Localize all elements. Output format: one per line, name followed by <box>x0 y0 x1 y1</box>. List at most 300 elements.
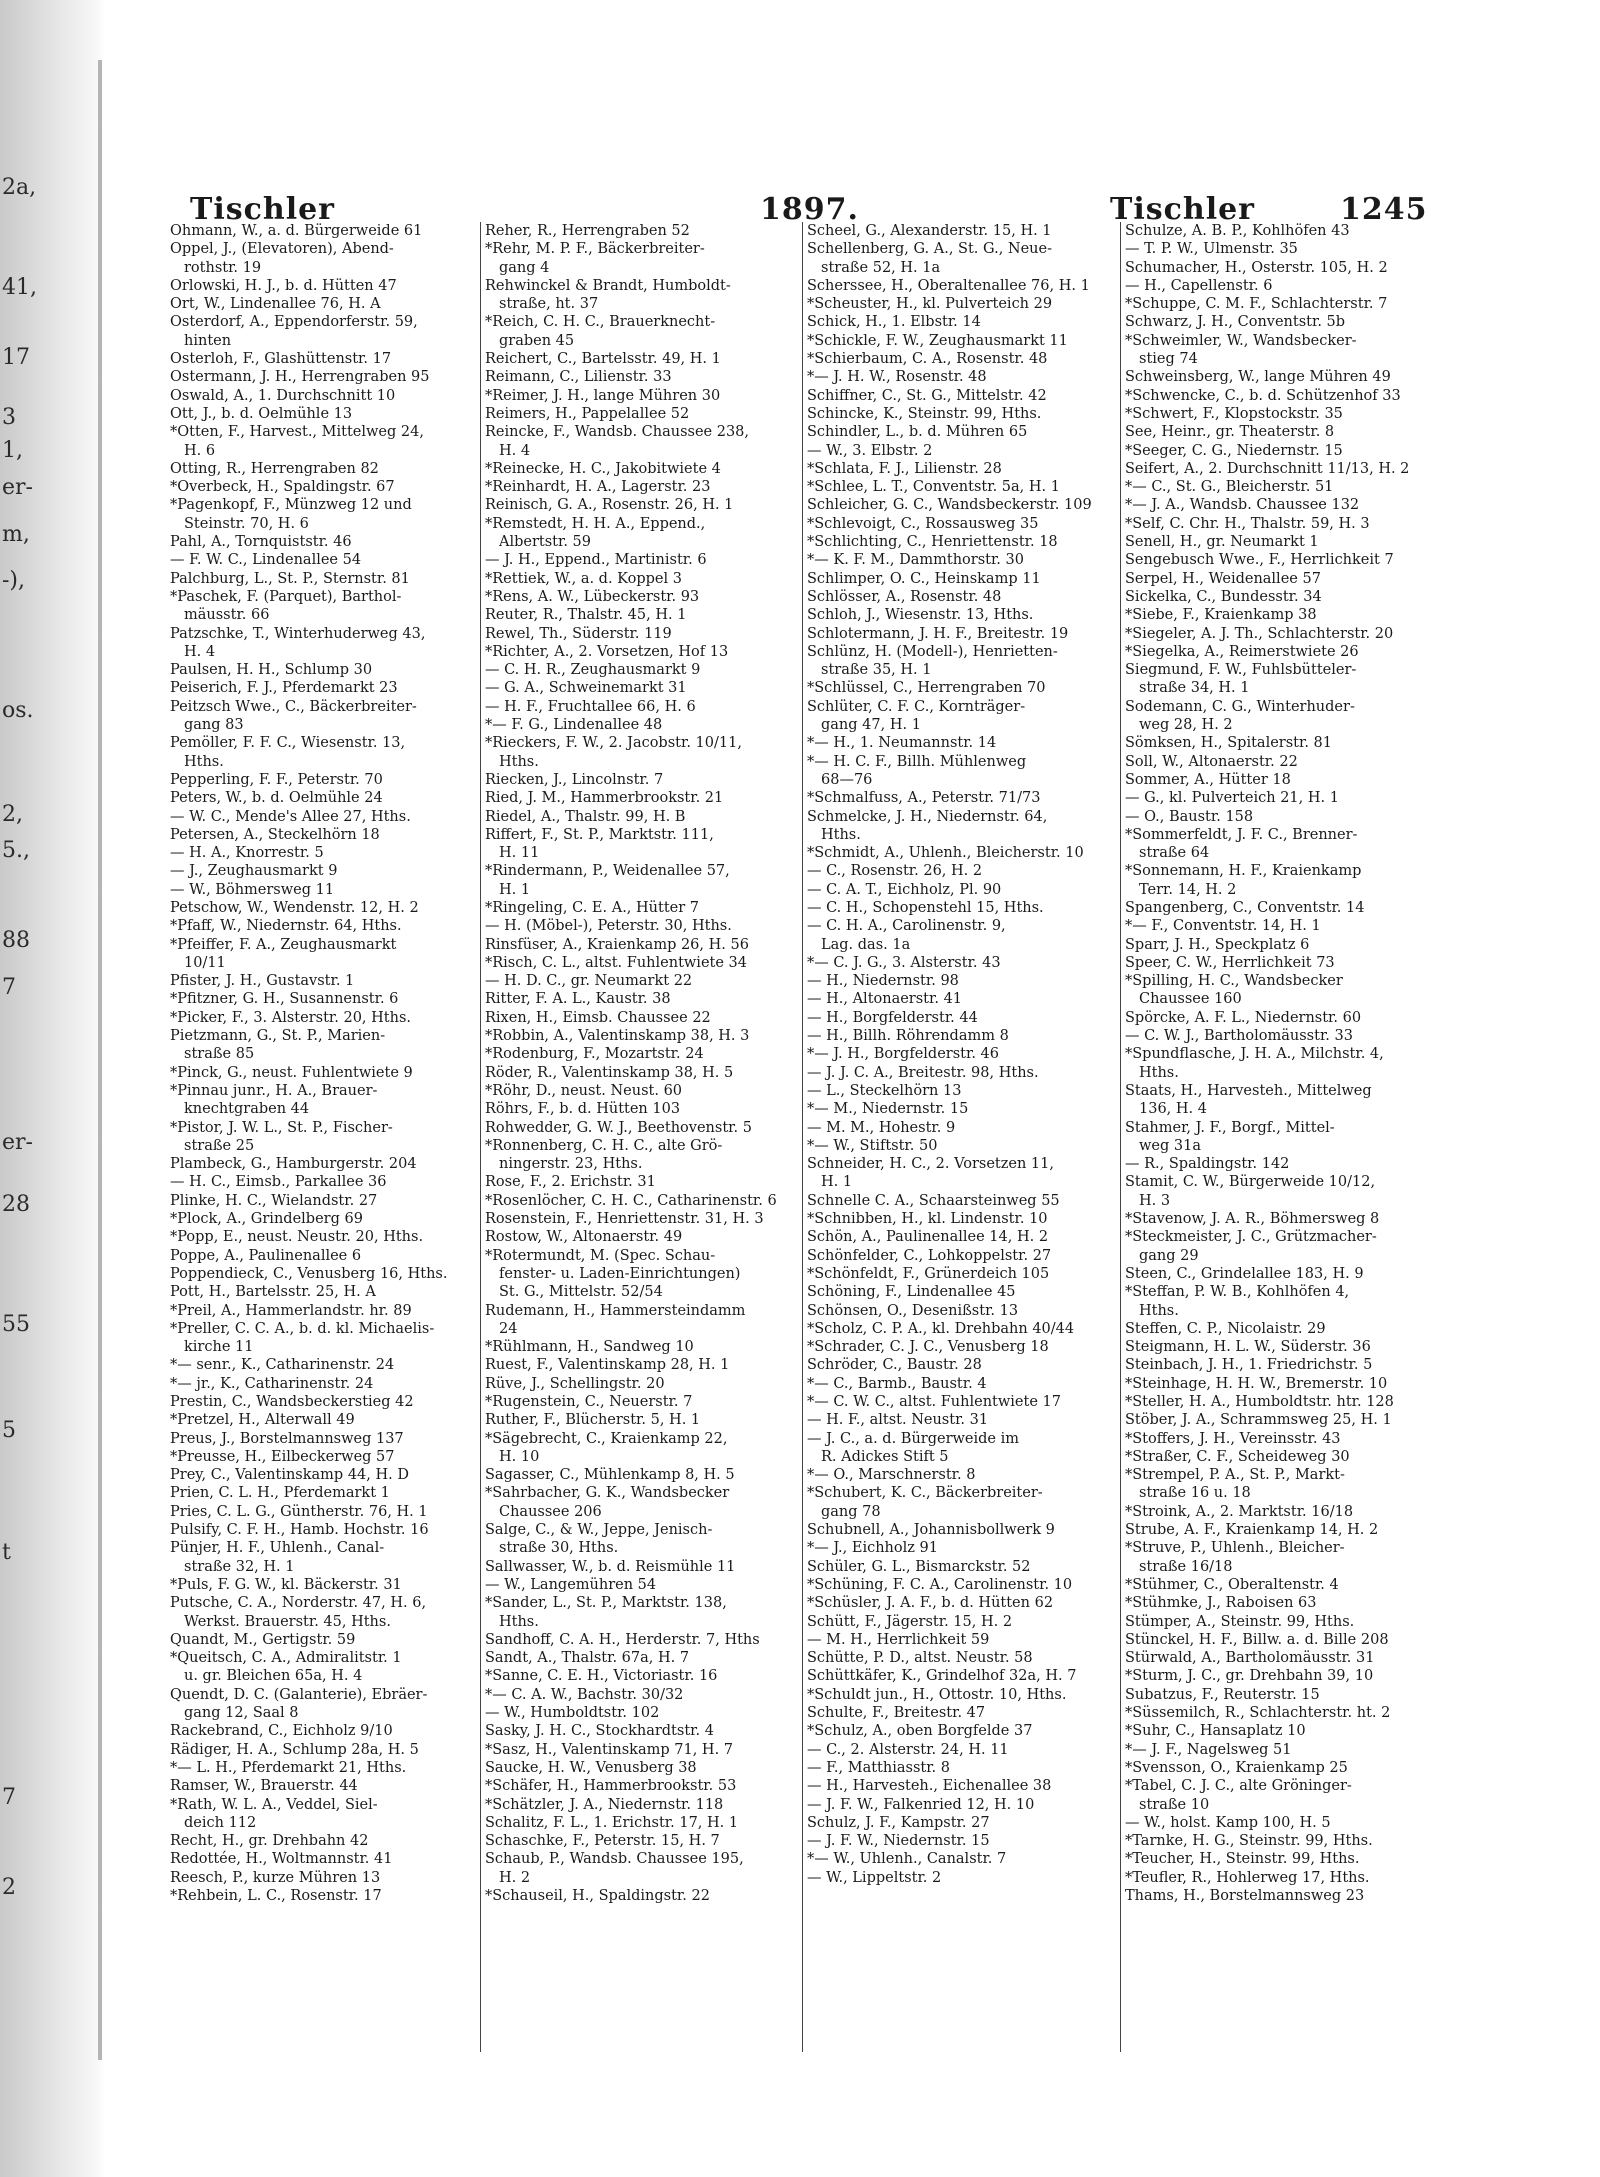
directory-entry: Schönfelder, C., Lohkoppelstr. 27 <box>807 1247 1052 1264</box>
directory-columns <box>170 222 1440 2052</box>
directory-entry: *Schätzler, J. A., Niedernstr. 118 <box>485 1796 724 1813</box>
directory-entry: *Schmalfuss, A., Peterstr. 71/73 <box>807 790 1041 807</box>
directory-entry-continuation: Steinstr. 70, H. 6 <box>184 515 309 532</box>
directory-entry: *Popp, E., neust. Neustr. 20, Hths. <box>170 1229 424 1246</box>
directory-entry: *Süssemilch, R., Schlachterstr. ht. 2 <box>1125 1705 1391 1722</box>
directory-entry: *— J., Eichholz 91 <box>807 1540 938 1557</box>
directory-entry: *Schönfeldt, F., Grünerdeich 105 <box>807 1265 1050 1282</box>
directory-entry: *Stoffers, J. H., Vereinsstr. 43 <box>1125 1430 1341 1447</box>
directory-entry: *Ringeling, C. E. A., Hütter 7 <box>485 899 700 916</box>
directory-entry: *Schüning, F. C. A., Carolinenstr. 10 <box>807 1576 1073 1593</box>
directory-entry: *Steffan, P. W. B., Kohlhöfen 4, <box>1125 1284 1350 1301</box>
directory-entry: Rose, F., 2. Erichstr. 31 <box>485 1174 656 1191</box>
directory-entry: *Remstedt, H. H. A., Eppend., <box>485 515 706 532</box>
directory-entry: Scherssee, H., Oberaltenallee 76, H. 1 <box>807 277 1090 294</box>
directory-entry-continuation: rothstr. 19 <box>184 259 262 276</box>
directory-entry: Peiserich, F. J., Pferdemarkt 23 <box>170 680 398 697</box>
directory-entry-continuation: straße 10 <box>1139 1796 1210 1813</box>
directory-entry: Sömksen, H., Spitalerstr. 81 <box>1125 735 1333 752</box>
directory-entry: Quandt, M., Gertigstr. 59 <box>170 1631 356 1648</box>
directory-entry: Paulsen, H. H., Schlump 30 <box>170 662 373 679</box>
directory-entry: — L., Steckelhörn 13 <box>807 1082 962 1099</box>
directory-entry: Senell, H., gr. Neumarkt 1 <box>1125 534 1319 551</box>
directory-entry: Serpel, H., Weidenallee 57 <box>1125 570 1321 587</box>
directory-entry-continuation: gang 83 <box>184 717 244 734</box>
directory-entry: Reuter, R., Thalstr. 45, H. 1 <box>485 607 687 624</box>
directory-entry: *Rettiek, W., a. d. Koppel 3 <box>485 570 682 587</box>
margin-fragment: 1, <box>2 438 23 463</box>
directory-entry-continuation: R. Adickes Stift 5 <box>821 1448 949 1465</box>
directory-entry: *Sonnemann, H. F., Kraienkamp <box>1125 863 1362 880</box>
directory-entry: *Rath, W. L. A., Veddel, Siel- <box>170 1796 378 1813</box>
directory-entry: Patzschke, T., Winterhuderweg 43, <box>170 625 426 642</box>
directory-entry: Oswald, A., 1. Durchschnitt 10 <box>170 387 396 404</box>
directory-entry: Sandt, A., Thalstr. 67a, H. 7 <box>485 1650 690 1667</box>
directory-entry-continuation: mäusstr. 66 <box>184 607 270 624</box>
directory-entry: — J. F. W., Niedernstr. 15 <box>807 1833 990 1850</box>
directory-entry: *Otten, F., Harvest., Mittelweg 24, <box>170 424 424 441</box>
directory-entry: Schiffner, C., St. G., Mittelstr. 42 <box>807 387 1047 404</box>
directory-entry: Pepperling, F. F., Peterstr. 70 <box>170 771 383 788</box>
directory-entry: Spangenberg, C., Conventstr. 14 <box>1125 899 1365 916</box>
directory-entry: *Sander, L., St. P., Marktstr. 138, <box>485 1595 727 1612</box>
directory-entry-continuation: straße 32, H. 1 <box>184 1558 295 1575</box>
directory-entry: Ramser, W., Brauerstr. 44 <box>170 1778 358 1795</box>
directory-entry: *— F. G., Lindenallee 48 <box>485 717 663 734</box>
directory-entry: *Siegeler, A. J. Th., Schlachterstr. 20 <box>1125 625 1394 642</box>
directory-entry: *Rosenlöcher, C. H. C., Catharinenstr. 6 <box>485 1192 777 1209</box>
directory-entry: *Siegelka, A., Reimerstwiete 26 <box>1125 643 1359 660</box>
directory-entry-continuation: H. 4 <box>184 643 216 660</box>
directory-entry: Rüve, J., Schellingstr. 20 <box>485 1375 665 1392</box>
margin-fragment: 88 <box>2 928 30 953</box>
directory-entry: Salge, C., & W., Jeppe, Jenisch- <box>485 1522 713 1539</box>
directory-entry: *Paschek, F. (Parquet), Barthol- <box>170 588 402 605</box>
directory-entry: Schüttkäfer, K., Grindelhof 32a, H. 7 <box>807 1668 1077 1685</box>
directory-entry: Schindler, L., b. d. Mühren 65 <box>807 424 1028 441</box>
directory-entry: *— W., Uhlenh., Canalstr. 7 <box>807 1851 1007 1868</box>
directory-entry: — O., Baustr. 158 <box>1125 808 1254 825</box>
directory-entry: *Pinck, G., neust. Fuhlentwiete 9 <box>170 1064 413 1081</box>
directory-entry-continuation: H. 4 <box>499 442 531 459</box>
directory-entry: Schneider, H. C., 2. Vorsetzen 11, <box>807 1156 1054 1173</box>
directory-entry: *Puls, F. G. W., kl. Bäckerstr. 31 <box>170 1576 402 1593</box>
directory-entry: *— M., Niedernstr. 15 <box>807 1101 969 1118</box>
directory-entry: Schincke, K., Steinstr. 99, Hths. <box>807 405 1042 422</box>
directory-entry: Putsche, C. A., Norderstr. 47, H. 6, <box>170 1595 427 1612</box>
directory-entry: — J. J. C. A., Breitestr. 98, Hths. <box>807 1064 1039 1081</box>
margin-fragment: 7 <box>2 1785 16 1810</box>
directory-entry: *Schäfer, H., Hammerbrookstr. 53 <box>485 1778 737 1795</box>
directory-entry: *— C. J. G., 3. Alsterstr. 43 <box>807 954 1001 971</box>
margin-fragment: 5., <box>2 838 30 863</box>
directory-entry: *Straßer, C. F., Scheideweg 30 <box>1125 1448 1350 1465</box>
directory-entry-continuation: gang 78 <box>821 1503 881 1520</box>
directory-entry: Schöning, F., Lindenallee 45 <box>807 1284 1016 1301</box>
directory-entry: — G. A., Schweinemarkt 31 <box>485 680 687 697</box>
directory-entry: *Reimer, J. H., lange Mühren 30 <box>485 387 721 404</box>
directory-entry: Ruther, F., Blücherstr. 5, H. 1 <box>485 1412 701 1429</box>
directory-entry: *Röhr, D., neust. Neust. 60 <box>485 1082 683 1099</box>
directory-entry-continuation: H. 11 <box>499 845 540 862</box>
directory-entry: *Sägebrecht, C., Kraienkamp 22, <box>485 1430 728 1447</box>
directory-entry: Schulze, A. B. P., Kohlhöfen 43 <box>1125 223 1350 239</box>
directory-entry: Prien, C. L. H., Pferdemarkt 1 <box>170 1485 390 1502</box>
directory-entry: *Schrader, C. J. C., Venusberg 18 <box>807 1339 1049 1356</box>
directory-entry: — G., kl. Pulverteich 21, H. 1 <box>1125 790 1339 807</box>
directory-entry: Rehwinckel & Brandt, Humboldt- <box>485 277 731 294</box>
directory-entry: *Schubert, K. C., Bäckerbreiter- <box>807 1485 1043 1502</box>
directory-entry: Schütt, F., Jägerstr. 15, H. 2 <box>807 1613 1013 1630</box>
directory-entry: Rädiger, H. A., Schlump 28a, H. 5 <box>170 1741 419 1758</box>
directory-entry: — H. F., Fruchtallee 66, H. 6 <box>485 698 696 715</box>
directory-entry: *Schuppe, C. M. F., Schlachterstr. 7 <box>1125 296 1388 313</box>
directory-entry: *Schmidt, A., Uhlenh., Bleicherstr. 10 <box>807 845 1084 862</box>
directory-entry: — C., 2. Alsterstr. 24, H. 11 <box>807 1741 1009 1758</box>
directory-entry: *— jr., K., Catharinenstr. 24 <box>170 1375 374 1392</box>
directory-entry: *Spundflasche, J. H. A., Milchstr. 4, <box>1125 1046 1384 1063</box>
directory-entry-continuation: H. 6 <box>184 442 216 459</box>
directory-entry: Prestin, C., Wandsbeckerstieg 42 <box>170 1394 414 1410</box>
directory-entry: *Stavenow, J. A. R., Böhmersweg 8 <box>1125 1211 1380 1228</box>
directory-entry: *Rindermann, P., Weidenallee 57, <box>485 863 730 880</box>
directory-entry: *Schlevoigt, C., Rossausweg 35 <box>807 515 1039 532</box>
directory-entry-continuation: Hths. <box>184 753 224 770</box>
directory-entry: Thams, H., Borstelmannsweg 23 <box>1125 1888 1365 1905</box>
directory-entry-continuation: fenster- u. Laden-Einrichtungen) <box>499 1265 741 1282</box>
directory-entry-continuation: Terr. 14, H. 2 <box>1139 881 1237 898</box>
directory-entry-continuation: straße 25 <box>184 1137 255 1154</box>
directory-entry: Riedel, A., Thalstr. 99, H. B <box>485 808 686 825</box>
directory-entry: Stöber, J. A., Schrammsweg 25, H. 1 <box>1125 1412 1392 1429</box>
directory-entry-continuation: Hths. <box>821 826 861 843</box>
directory-entry: Schellenberg, G. A., St. G., Neue- <box>807 241 1053 258</box>
directory-entry-continuation: Lag. das. 1a <box>821 936 911 953</box>
directory-entry: *Rodenburg, F., Mozartstr. 24 <box>485 1046 704 1063</box>
directory-entry: — W., Lippeltstr. 2 <box>807 1869 942 1886</box>
directory-entry: Pahl, A., Tornquiststr. 46 <box>170 534 352 551</box>
directory-entry: *Sahrbacher, G. K., Wandsbecker <box>485 1485 730 1502</box>
directory-entry: *Steller, H. A., Humboldtstr. htr. 128 <box>1125 1394 1394 1410</box>
directory-entry: Redottée, H., Woltmannstr. 41 <box>170 1851 393 1868</box>
directory-entry: *Tarnke, H. G., Steinstr. 99, Hths. <box>1125 1833 1373 1850</box>
directory-entry-continuation: straße 34, H. 1 <box>1139 680 1250 697</box>
directory-entry-continuation: straße 52, H. 1a <box>821 259 941 276</box>
left-page-margin-fragments <box>0 90 40 1990</box>
directory-entry: Schweinsberg, W., lange Mühren 49 <box>1125 369 1391 386</box>
directory-entry: *Strempel, P. A., St. P., Markt- <box>1125 1467 1345 1484</box>
directory-entry-continuation: stieg 74 <box>1139 351 1198 368</box>
directory-entry: — C. H., Schopenstehl 15, Hths. <box>807 899 1044 916</box>
directory-entry: Palchburg, L., St. P., Sternstr. 81 <box>170 570 410 587</box>
directory-entry-continuation: Hths. <box>499 753 539 770</box>
directory-entry: *— L. H., Pferdemarkt 21, Hths. <box>170 1759 407 1776</box>
directory-entry: — W., Humboldtstr. 102 <box>485 1705 660 1722</box>
directory-entry: Sasky, J. H. C., Stockhardtstr. 4 <box>485 1723 714 1740</box>
directory-entry: Ott, J., b. d. Oelmühle 13 <box>170 405 353 422</box>
directory-entry: Sallwasser, W., b. d. Reismühle 11 <box>485 1558 736 1575</box>
directory-entry: *Teufler, R., Hohlerweg 17, Hths. <box>1125 1869 1370 1886</box>
directory-entry-continuation: Chaussee 206 <box>499 1503 602 1520</box>
directory-entry: Plinke, H. C., Wielandstr. 27 <box>170 1192 378 1209</box>
directory-entry: — H., Billh. Röhrendamm 8 <box>807 1028 1009 1045</box>
directory-entry: *Reich, C. H. C., Brauerknecht- <box>485 314 716 331</box>
directory-entry: — J. F. W., Falkenried 12, H. 10 <box>807 1796 1035 1813</box>
directory-entry: *— F., Conventstr. 14, H. 1 <box>1125 918 1321 935</box>
directory-entry: Rohwedder, G. W. J., Beethovenstr. 5 <box>485 1119 752 1136</box>
directory-entry: *Suhr, C., Hansaplatz 10 <box>1125 1723 1306 1740</box>
directory-entry: Röhrs, F., b. d. Hütten 103 <box>485 1101 681 1118</box>
directory-entry-continuation: straße 30, Hths. <box>499 1540 619 1557</box>
directory-entry: Reimers, H., Pappelallee 52 <box>485 405 690 422</box>
directory-entry: Schlüter, C. F. C., Kornträger- <box>807 698 1026 715</box>
directory-entry: *Rens, A. W., Lübeckerstr. 93 <box>485 588 700 605</box>
directory-entry: *— C. W. C., altst. Fuhlentwiete 17 <box>807 1394 1061 1410</box>
directory-entry-continuation: Albertstr. 59 <box>499 534 592 551</box>
directory-entry: Rosenstein, F., Henriettenstr. 31, H. 3 <box>485 1211 764 1228</box>
directory-entry: *— C., St. G., Bleicherstr. 51 <box>1125 479 1334 496</box>
directory-entry-continuation: straße 16 u. 18 <box>1139 1485 1251 1502</box>
directory-entry: — H., Harvesteh., Eichenallee 38 <box>807 1778 1052 1795</box>
directory-entry-continuation: deich 112 <box>184 1814 257 1831</box>
directory-entry: Sengebusch Wwe., F., Herrlichkeit 7 <box>1125 552 1394 569</box>
directory-entry: Sparr, J. H., Speckplatz 6 <box>1125 936 1310 953</box>
directory-entry: *Steinhage, H. H. W., Bremerstr. 10 <box>1125 1375 1388 1392</box>
directory-entry: Pemöller, F. F. C., Wiesenstr. 13, <box>170 735 406 752</box>
directory-entry: Ritter, F. A. L., Kaustr. 38 <box>485 991 671 1008</box>
directory-entry: — H. (Möbel-), Peterstr. 30, Hths. <box>485 918 732 935</box>
directory-entry: Schlotermann, J. H. F., Breitestr. 19 <box>807 625 1069 642</box>
directory-entry: — W., 3. Elbstr. 2 <box>807 442 933 459</box>
directory-entry: Speer, C. W., Herrlichkeit 73 <box>1125 954 1335 971</box>
directory-entry: *Schauseil, H., Spaldingstr. 22 <box>485 1888 710 1905</box>
directory-entry: *Spilling, H. C., Wandsbecker <box>1125 973 1343 990</box>
directory-entry-continuation: ningerstr. 23, Hths. <box>499 1156 643 1173</box>
directory-entry: *Overbeck, H., Spaldingstr. 67 <box>170 479 395 496</box>
directory-entry: Schwarz, J. H., Conventstr. 5b <box>1125 314 1346 331</box>
directory-entry: Steffen, C. P., Nicolaistr. 29 <box>1125 1320 1326 1337</box>
directory-entry: *Pfaff, W., Niedernstr. 64, Hths. <box>170 918 402 935</box>
directory-entry-continuation: straße 64 <box>1139 845 1210 862</box>
directory-entry: Schulz, J. F., Kampstr. 27 <box>807 1814 990 1831</box>
directory-column-4 <box>1120 222 1443 2052</box>
directory-entry: *Svensson, O., Kraienkamp 25 <box>1125 1759 1348 1776</box>
directory-entry: *Schwert, F., Klopstockstr. 35 <box>1125 405 1343 422</box>
directory-entry: *Stroink, A., 2. Marktstr. 16/18 <box>1125 1503 1354 1520</box>
directory-entry: Ostermann, J. H., Herrengraben 95 <box>170 369 430 386</box>
margin-fragment: 3 <box>2 405 16 430</box>
directory-entry: *Schlichting, C., Henriettenstr. 18 <box>807 534 1058 551</box>
directory-entry: *Preusse, H., Eilbeckerweg 57 <box>170 1448 395 1465</box>
directory-entry-continuation: straße, ht. 37 <box>499 296 599 313</box>
directory-entry: *Sasz, H., Valentinskamp 71, H. 7 <box>485 1741 734 1758</box>
directory-entry: *Rehr, M. P. F., Bäckerbreiter- <box>485 241 705 258</box>
directory-entry: Schubnell, A., Johannisbollwerk 9 <box>807 1522 1055 1539</box>
directory-entry-continuation: gang 4 <box>499 259 550 276</box>
directory-entry: *— O., Marschnerstr. 8 <box>807 1467 976 1484</box>
directory-entry: Schaub, P., Wandsb. Chaussee 195, <box>485 1851 744 1868</box>
directory-entry: Ohmann, W., a. d. Bürgerweide 61 <box>170 223 423 239</box>
directory-entry: Stahmer, J. F., Borgf., Mittel- <box>1125 1119 1335 1136</box>
directory-entry: Spörcke, A. F. L., Niedernstr. 60 <box>1125 1009 1362 1026</box>
directory-column-3 <box>802 222 1115 2052</box>
directory-entry: *Preil, A., Hammerlandstr. hr. 89 <box>170 1302 412 1319</box>
directory-entry: Quendt, D. C. (Galanterie), Ebräer- <box>170 1686 428 1703</box>
directory-entry: — W. C., Mende's Allee 27, Hths. <box>170 808 411 825</box>
running-head-right: Tischler <box>1110 192 1255 227</box>
directory-entry: *Schweimler, W., Wandsbecker- <box>1125 332 1357 349</box>
directory-entry: Schüler, G. L., Bismarckstr. 52 <box>807 1558 1031 1575</box>
directory-entry: *Schlüssel, C., Herrengraben 70 <box>807 680 1046 697</box>
directory-entry: — W., Langemühren 54 <box>485 1576 657 1593</box>
directory-entry: *Steckmeister, J. C., Grützmacher- <box>1125 1229 1377 1246</box>
directory-entry: — H., Altonaerstr. 41 <box>807 991 963 1008</box>
margin-fragment: er- <box>2 1130 33 1155</box>
directory-entry: *Self, C. Chr. H., Thalstr. 59, H. 3 <box>1125 515 1370 532</box>
running-head-year: 1897. <box>760 192 859 227</box>
directory-entry: *Teucher, H., Steinstr. 99, Hths. <box>1125 1851 1360 1868</box>
directory-entry: Schütte, P. D., altst. Neustr. 58 <box>807 1650 1033 1667</box>
directory-entry: — C., Rosenstr. 26, H. 2 <box>807 863 983 880</box>
margin-fragment: -), <box>2 568 26 593</box>
directory-entry: — H., Borgfelderstr. 44 <box>807 1009 978 1026</box>
directory-entry: *Picker, F., 3. Alsterstr. 20, Hths. <box>170 1009 412 1026</box>
directory-entry: Preus, J., Borstelmannsweg 137 <box>170 1430 404 1447</box>
directory-entry: Rixen, H., Eimsb. Chaussee 22 <box>485 1009 711 1026</box>
directory-entry: *Pfeiffer, F. A., Zeughausmarkt <box>170 936 397 953</box>
directory-entry-continuation: H. 2 <box>499 1869 531 1886</box>
directory-entry: *Tabel, C. J. C., alte Gröninger- <box>1125 1778 1352 1795</box>
directory-entry: — R., Spaldingstr. 142 <box>1125 1156 1290 1173</box>
directory-entry: *— K. F. M., Dammthorstr. 30 <box>807 552 1024 569</box>
directory-entry-continuation: gang 47, H. 1 <box>821 717 921 734</box>
directory-entry: Osterloh, F., Glashüttenstr. 17 <box>170 351 392 368</box>
margin-fragment: 28 <box>2 1192 30 1217</box>
directory-entry-continuation: straße 85 <box>184 1046 255 1063</box>
directory-entry: *Schierbaum, C. A., Rosenstr. 48 <box>807 351 1048 368</box>
directory-entry-continuation: Hths. <box>499 1613 539 1630</box>
directory-entry: Schön, A., Paulinenallee 14, H. 2 <box>807 1229 1049 1246</box>
running-head-left: Tischler <box>190 192 335 227</box>
directory-entry-continuation: straße 35, H. 1 <box>821 662 932 679</box>
directory-entry: — H. D. C., gr. Neumarkt 22 <box>485 973 693 990</box>
directory-entry: Otting, R., Herrengraben 82 <box>170 460 379 477</box>
directory-entry: Oppel, J., (Elevatoren), Abend- <box>170 241 394 258</box>
directory-entry: *— J. H., Borgfelderstr. 46 <box>807 1046 999 1063</box>
directory-entry: Osterdorf, A., Eppendorferstr. 59, <box>170 314 418 331</box>
directory-entry: Petschow, W., Wendenstr. 12, H. 2 <box>170 899 419 916</box>
directory-entry: Schmelcke, J. H., Niedernstr. 64, <box>807 808 1048 825</box>
directory-entry: Schröder, C., Baustr. 28 <box>807 1357 982 1374</box>
directory-entry: *Rühlmann, H., Sandweg 10 <box>485 1339 694 1356</box>
directory-entry: *Pistor, J. W. L., St. P., Fischer- <box>170 1119 393 1136</box>
directory-entry: Riecken, J., Lincolnstr. 7 <box>485 771 664 788</box>
directory-entry: *— H. C. F., Billh. Mühlenweg <box>807 753 1027 770</box>
directory-entry: *Rotermundt, M. (Spec. Schau- <box>485 1247 716 1264</box>
directory-entry: Reher, R., Herrengraben 52 <box>485 223 690 239</box>
directory-entry-continuation: 24 <box>499 1320 518 1337</box>
directory-entry: Rackebrand, C., Eichholz 9/10 <box>170 1723 393 1740</box>
directory-entry: *Ronnenberg, C. H. C., alte Grö- <box>485 1137 723 1154</box>
directory-entry-continuation: Chaussee 160 <box>1139 991 1242 1008</box>
margin-fragment: 55 <box>2 1312 30 1337</box>
directory-entry-continuation: H. 1 <box>499 881 531 898</box>
directory-entry: — M. H., Herrlichkeit 59 <box>807 1631 990 1648</box>
page-number: 1245 <box>1340 192 1428 227</box>
directory-entry: Peitzsch Wwe., C., Bäckerbreiter- <box>170 698 417 715</box>
directory-entry: Sickelka, C., Bundesstr. 34 <box>1125 588 1322 605</box>
directory-entry: *Schlata, F. J., Lilienstr. 28 <box>807 460 1002 477</box>
directory-entry: — H. A., Knorrestr. 5 <box>170 845 324 862</box>
directory-entry: *Struve, P., Uhlenh., Bleicher- <box>1125 1540 1345 1557</box>
directory-entry: Reimann, C., Lilienstr. 33 <box>485 369 672 386</box>
directory-entry: *Sommerfeldt, J. F. C., Brenner- <box>1125 826 1358 843</box>
directory-entry: *Siebe, F., Kraienkamp 38 <box>1125 607 1317 624</box>
directory-entry: Ort, W., Lindenallee 76, H. A <box>170 296 381 313</box>
directory-entry: *Sturm, J. C., gr. Drehbahn 39, 10 <box>1125 1668 1374 1685</box>
directory-entry: Steen, C., Grindelallee 183, H. 9 <box>1125 1265 1364 1282</box>
directory-entry-continuation: hinten <box>184 332 232 349</box>
directory-entry: Rostow, W., Altonaerstr. 49 <box>485 1229 683 1246</box>
directory-entry: — W., Böhmersweg 11 <box>170 881 335 898</box>
directory-entry: *Richter, A., 2. Vorsetzen, Hof 13 <box>485 643 729 660</box>
directory-entry: — W., holst. Kamp 100, H. 5 <box>1125 1814 1331 1831</box>
directory-entry: Strube, A. F., Kraienkamp 14, H. 2 <box>1125 1522 1379 1539</box>
directory-entry: *Scholz, C. P. A., kl. Drehbahn 40/44 <box>807 1320 1075 1337</box>
directory-entry: *— H., 1. Neumannstr. 14 <box>807 735 997 752</box>
directory-entry: *Risch, C. L., altst. Fuhlentwiete 34 <box>485 954 747 971</box>
directory-entry: Pulsify, C. F. H., Hamb. Hochstr. 16 <box>170 1522 429 1539</box>
directory-entry: Petersen, A., Steckelhörn 18 <box>170 826 380 843</box>
directory-entry-continuation: Hths. <box>1139 1302 1179 1319</box>
directory-entry: Schloh, J., Wiesenstr. 13, Hths. <box>807 607 1034 624</box>
directory-entry: See, Heinr., gr. Theaterstr. 8 <box>1125 424 1335 441</box>
margin-fragment: 2 <box>2 1875 16 1900</box>
directory-entry: *Seeger, C. G., Niedernstr. 15 <box>1125 442 1343 459</box>
directory-entry: Schlünz, H. (Modell-), Henrietten- <box>807 643 1058 660</box>
directory-entry: — F., Matthiasstr. 8 <box>807 1759 950 1776</box>
directory-entry: *Rugenstein, C., Neuerstr. 7 <box>485 1394 693 1410</box>
directory-entry-continuation: H. 10 <box>499 1448 540 1465</box>
directory-entry: Rewel, Th., Süderstr. 119 <box>485 625 672 642</box>
directory-entry: *Plock, A., Grindelberg 69 <box>170 1211 363 1228</box>
directory-entry: *Schlee, L. T., Conventstr. 5a, H. 1 <box>807 479 1060 496</box>
directory-entry: *— J. A., Wandsb. Chaussee 132 <box>1125 497 1360 514</box>
directory-entry: Schaschke, F., Peterstr. 15, H. 7 <box>485 1833 720 1850</box>
directory-entry: *— C. A. W., Bachstr. 30/32 <box>485 1686 684 1703</box>
directory-entry: *Schickle, F. W., Zeughausmarkt 11 <box>807 332 1068 349</box>
directory-entry: *Stühmke, J., Raboisen 63 <box>1125 1595 1317 1612</box>
margin-fragment: t <box>2 1540 11 1565</box>
directory-entry: *Schulz, A., oben Borgfelde 37 <box>807 1723 1033 1740</box>
directory-entry: — H., Capellenstr. 6 <box>1125 277 1273 294</box>
directory-entry: — H. C., Eimsb., Parkallee 36 <box>170 1174 387 1191</box>
directory-entry-continuation: kirche 11 <box>184 1339 254 1356</box>
directory-entry: — F. W. C., Lindenallee 54 <box>170 552 362 569</box>
directory-entry-continuation: graben 45 <box>499 332 575 349</box>
directory-entry-continuation: knechtgraben 44 <box>184 1101 310 1118</box>
directory-entry: Reincke, F., Wandsb. Chaussee 238, <box>485 424 750 441</box>
directory-entry: — C. H. A., Carolinenstr. 9, <box>807 918 1006 935</box>
directory-entry: *Preller, C. C. A., b. d. kl. Michaelis- <box>170 1320 435 1337</box>
directory-entry-continuation: H. 1 <box>821 1174 853 1191</box>
directory-entry: Schlösser, A., Rosenstr. 48 <box>807 588 1002 605</box>
directory-entry: *— C., Barmb., Baustr. 4 <box>807 1375 987 1392</box>
directory-entry: *Pinnau junr., H. A., Brauer- <box>170 1082 378 1099</box>
directory-entry: — M. M., Hohestr. 9 <box>807 1119 956 1136</box>
directory-entry: Soll, W., Altonaerstr. 22 <box>1125 753 1298 770</box>
directory-entry: *Pretzel, H., Alterwall 49 <box>170 1412 355 1429</box>
